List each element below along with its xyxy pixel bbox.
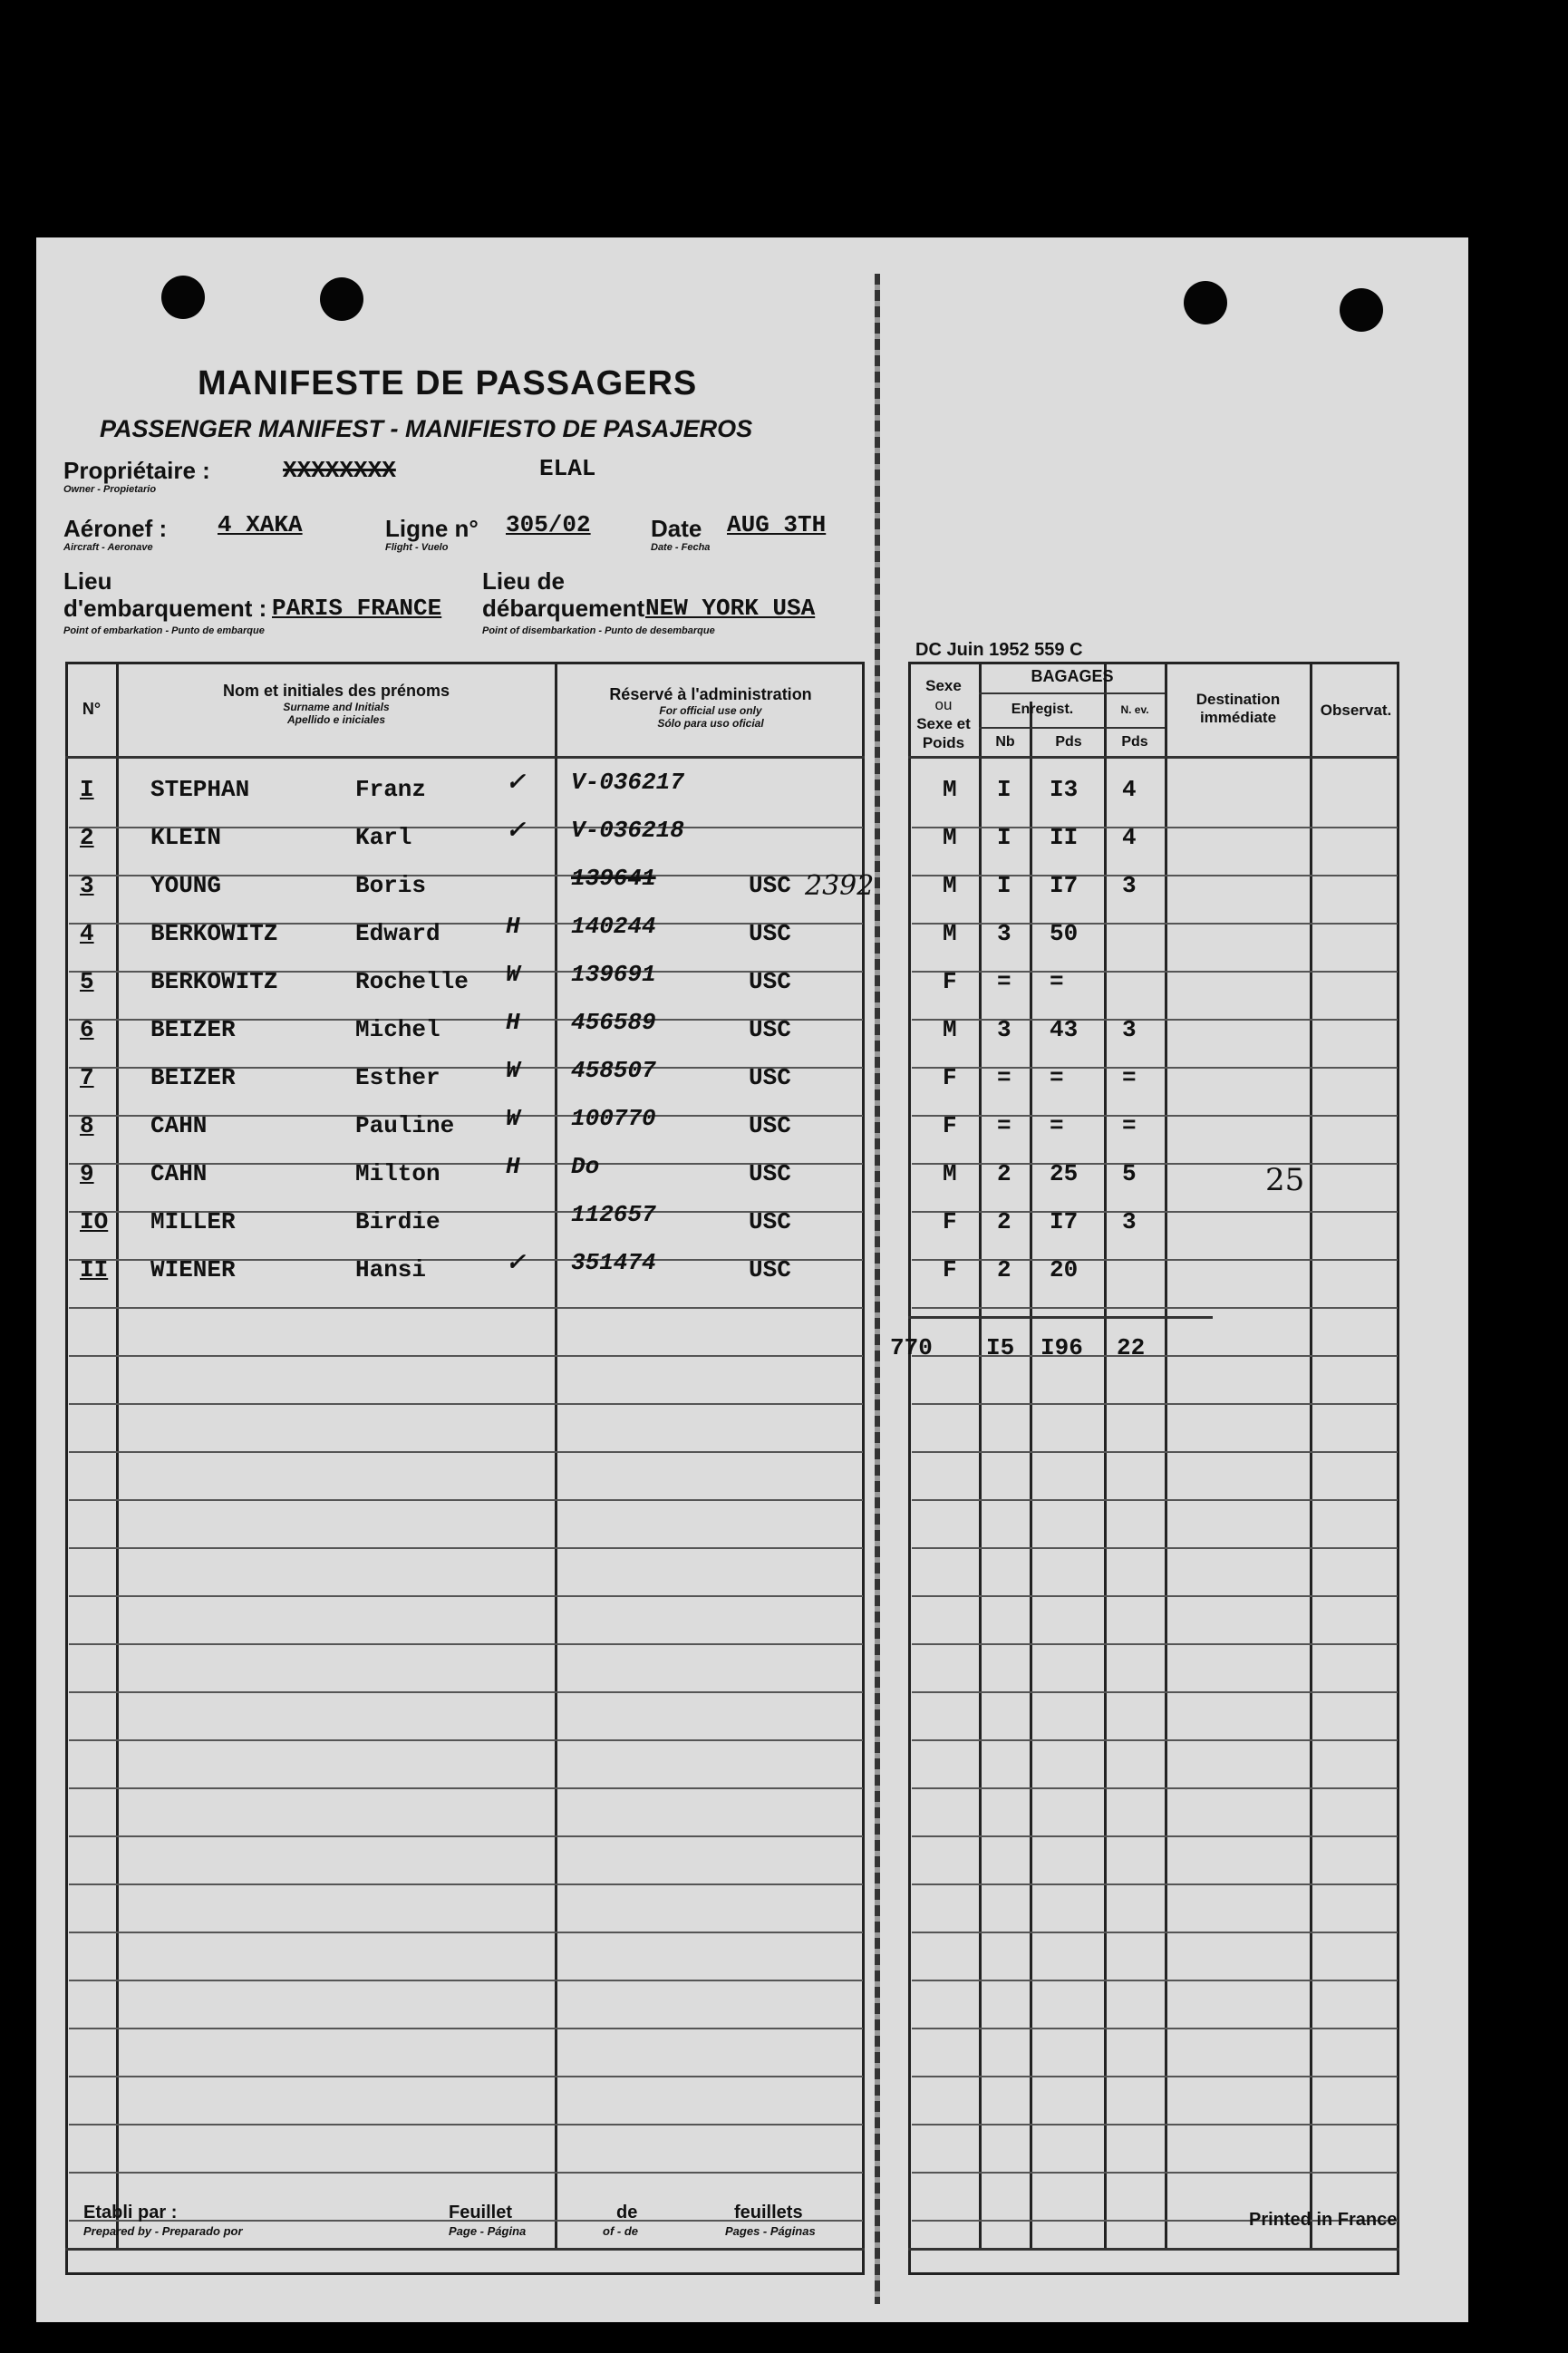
row-check-mark: H xyxy=(506,1153,520,1180)
row-check-mark: W xyxy=(506,961,520,988)
row-sex: F xyxy=(943,1064,957,1091)
row-rule xyxy=(69,2076,863,2077)
of-label: de xyxy=(616,2203,638,2222)
row-surname: BERKOWITZ xyxy=(150,920,278,947)
col-header-bagages: BAGAGES xyxy=(1031,667,1114,685)
row-surname: CAHN xyxy=(150,1160,208,1187)
row-usc: USC xyxy=(749,1016,791,1043)
row-bag-weight: II xyxy=(1050,824,1079,851)
row-sex: F xyxy=(943,1256,957,1283)
row-number: 6 xyxy=(80,1016,94,1043)
row-rule xyxy=(912,1643,1398,1645)
row-bag-count: 2 xyxy=(997,1256,1011,1283)
row-surname: STEPHAN xyxy=(150,776,250,803)
row-first-name: Franz xyxy=(355,776,427,803)
row-admin-number: 351474 xyxy=(571,1249,656,1276)
owner-value: ELAL xyxy=(539,455,596,482)
disembark-sublabel: Point of disembarkation - Punto de desembarque xyxy=(482,625,715,636)
row-nc-weight: 4 xyxy=(1122,776,1137,803)
row-bag-count: 2 xyxy=(997,1208,1011,1235)
page-subtitle: PASSENGER MANIFEST - MANIFIESTO DE PASAJEROS xyxy=(100,415,753,442)
row-admin-number: 139641 xyxy=(571,865,656,892)
row-bag-count: = xyxy=(997,1064,1011,1091)
row-rule xyxy=(69,1932,863,1933)
row-first-name: Rochelle xyxy=(355,968,469,995)
row-rule xyxy=(912,1691,1398,1693)
row-rule xyxy=(912,1259,1398,1261)
embark-sublabel: Point of embarkation - Punto de embarque xyxy=(63,625,265,636)
col-divider-sex xyxy=(979,662,982,2248)
row-rule xyxy=(912,1739,1398,1741)
owner-struck-value: XXXXXXXX xyxy=(283,457,396,484)
page-label: Feuillet xyxy=(449,2203,513,2222)
row-rule xyxy=(912,1451,1398,1453)
flight-sublabel: Flight - Vuelo xyxy=(385,542,449,553)
row-bag-count: I xyxy=(997,872,1011,899)
bagages-rule xyxy=(979,692,1165,694)
row-rule xyxy=(912,1499,1398,1501)
row-admin-number: 456589 xyxy=(571,1009,656,1036)
row-usc: USC xyxy=(749,872,791,899)
row-rule xyxy=(912,1355,1398,1357)
row-rule xyxy=(912,2172,1398,2174)
punch-hole-2 xyxy=(320,277,363,321)
row-bag-weight: 43 xyxy=(1050,1016,1079,1043)
row-surname: CAHN xyxy=(150,1112,208,1139)
row-rule xyxy=(912,971,1398,973)
row-surname: KLEIN xyxy=(150,824,222,851)
row-number: 5 xyxy=(80,968,94,995)
col-header-admin xyxy=(558,685,863,730)
row-first-name: Birdie xyxy=(355,1208,440,1235)
row-rule xyxy=(912,1403,1398,1405)
col-header-sex-2: ou xyxy=(934,696,953,713)
row-rule xyxy=(912,1883,1398,1885)
manifest-sheet xyxy=(36,237,1468,2322)
row-rule xyxy=(69,1787,863,1789)
row-first-name: Esther xyxy=(355,1064,440,1091)
col-header-pds2: Pds xyxy=(1121,734,1148,750)
row-admin-number: 112657 xyxy=(571,1201,656,1228)
row-rule xyxy=(69,1691,863,1693)
of-sublabel: of - de xyxy=(603,2224,638,2238)
embark-label-1: Lieu xyxy=(63,567,112,595)
row-admin-number: 140244 xyxy=(571,913,656,940)
row-sex: M xyxy=(943,920,957,947)
row-number: 3 xyxy=(80,872,94,899)
row-rule xyxy=(69,1403,863,1405)
row-rule xyxy=(912,2124,1398,2125)
row-first-name: Milton xyxy=(355,1160,440,1187)
row-usc: USC xyxy=(749,1112,791,1139)
col-header-nc: N. ev. xyxy=(1120,703,1149,716)
row-rule xyxy=(69,1980,863,1981)
disembark-value: NEW YORK USA xyxy=(645,595,816,622)
row-nc-weight: 4 xyxy=(1122,824,1137,851)
pages-label: feuillets xyxy=(734,2203,803,2222)
row-rule xyxy=(69,2028,863,2029)
total-nb: I5 xyxy=(986,1334,1015,1361)
row-rule xyxy=(69,1835,863,1837)
row-check-mark: H xyxy=(506,1009,520,1036)
row-rule xyxy=(69,1739,863,1741)
row-rule xyxy=(912,1067,1398,1069)
row-rule xyxy=(69,1883,863,1885)
row-first-name: Boris xyxy=(355,872,427,899)
row-admin-number: 100770 xyxy=(571,1105,656,1132)
date-sublabel: Date - Fecha xyxy=(651,542,711,553)
row-number: 7 xyxy=(80,1064,94,1091)
col-header-observ: Observat. xyxy=(1320,702,1392,719)
row-rule xyxy=(912,2028,1398,2029)
col-header-admin-label: Réservé à l'administration xyxy=(609,685,812,703)
row-sex: F xyxy=(943,1208,957,1235)
row-check-mark: ✓ xyxy=(506,770,526,797)
row-rule xyxy=(69,1643,863,1645)
col-header-sex-3: Sexe et xyxy=(916,715,971,732)
col-header-destination: Destination immédiate xyxy=(1195,691,1281,726)
row-bag-weight: = xyxy=(1050,1112,1064,1139)
disembark-label-2: débarquement xyxy=(482,595,645,622)
date-value: AUG 3TH xyxy=(727,511,827,538)
row-rule xyxy=(69,2172,863,2174)
row-nc-weight: 3 xyxy=(1122,1208,1137,1235)
row-first-name: Karl xyxy=(355,824,412,851)
row-nc-weight: 5 xyxy=(1122,1160,1137,1187)
row-rule xyxy=(912,1211,1398,1213)
row-sex: F xyxy=(943,1112,957,1139)
row-bag-count: 2 xyxy=(997,1160,1011,1187)
punch-hole-3 xyxy=(1184,281,1227,324)
row-rule xyxy=(69,1307,863,1309)
col-header-sex xyxy=(908,676,979,752)
row-number: 9 xyxy=(80,1160,94,1187)
col-divider-nb xyxy=(1030,702,1032,2248)
col-header-sex-1: Sexe xyxy=(925,677,962,694)
row-rule xyxy=(912,1835,1398,1837)
row-rule xyxy=(912,1115,1398,1117)
row-rule xyxy=(69,1355,863,1357)
row-surname: BEIZER xyxy=(150,1016,236,1043)
row-usc: USC xyxy=(749,968,791,995)
row-rule xyxy=(912,923,1398,925)
form-code: DC Juin 1952 559 C xyxy=(915,640,1083,660)
row-bag-weight: 20 xyxy=(1050,1256,1079,1283)
row-usc: USC xyxy=(749,1256,791,1283)
row-bag-weight: 50 xyxy=(1050,920,1079,947)
row-rule xyxy=(912,1932,1398,1933)
col-divider-nc xyxy=(1165,662,1167,2248)
row-check-mark: ✓ xyxy=(506,818,526,845)
row-admin-number: V-036217 xyxy=(571,769,684,796)
row-first-name: Edward xyxy=(355,920,440,947)
page-title: MANIFESTE DE PASSAGERS xyxy=(198,364,698,402)
row-rule xyxy=(912,1547,1398,1549)
col-header-name-label: Nom et initiales des prénoms xyxy=(222,682,450,700)
row-rule xyxy=(912,1787,1398,1789)
row-nc-weight: = xyxy=(1122,1064,1137,1091)
row-number: I xyxy=(80,776,94,803)
row-rule xyxy=(912,1595,1398,1597)
row-check-mark: W xyxy=(506,1105,520,1132)
row-number: 4 xyxy=(80,920,94,947)
row-surname: WIENER xyxy=(150,1256,236,1283)
col-header-enregist: Enregist. xyxy=(1011,702,1074,717)
row-first-name: Pauline xyxy=(355,1112,455,1139)
row-sex: M xyxy=(943,776,957,803)
punch-hole-4 xyxy=(1340,288,1383,332)
row-bag-count: = xyxy=(997,968,1011,995)
col-header-no: N° xyxy=(82,700,102,718)
col-divider-no xyxy=(116,662,119,2248)
row-rule xyxy=(912,875,1398,876)
col-header-name-sub-1: Surname and Initials xyxy=(283,701,390,713)
row-bag-weight: I7 xyxy=(1050,872,1079,899)
row-admin-number: 458507 xyxy=(571,1057,656,1084)
flight-value: 305/02 xyxy=(506,511,591,538)
row-usc: USC xyxy=(749,1064,791,1091)
embark-value: PARIS FRANCE xyxy=(272,595,442,622)
row-rule xyxy=(912,1307,1398,1309)
row-first-name: Hansi xyxy=(355,1256,427,1283)
row-number: 8 xyxy=(80,1112,94,1139)
row-number: IO xyxy=(80,1208,109,1235)
aircraft-value: 4 XAKA xyxy=(218,511,303,538)
row-surname: BERKOWITZ xyxy=(150,968,278,995)
flight-label: Ligne n° xyxy=(385,515,479,542)
printed-in: Printed in France xyxy=(1249,2210,1398,2230)
row-surname: MILLER xyxy=(150,1208,236,1235)
row-first-name: Michel xyxy=(355,1016,440,1043)
col-header-name-sub-2: Apellido e iniciales xyxy=(286,713,386,726)
row-bag-weight: = xyxy=(1050,968,1064,995)
date-label: Date xyxy=(651,515,702,542)
col-header-admin-sub-2: Sólo para uso oficial xyxy=(657,717,764,730)
row-bag-weight: = xyxy=(1050,1064,1064,1091)
embark-label-2: d'embarquement : xyxy=(63,595,267,622)
destination-note: 25 xyxy=(1265,1162,1305,1198)
row-rule xyxy=(69,1547,863,1549)
row-admin-number: V-036218 xyxy=(571,817,684,844)
table-right-frame xyxy=(908,662,1399,2275)
col-divider-name xyxy=(555,662,557,2248)
row-admin-number: Do xyxy=(571,1153,600,1180)
row-bag-count: 3 xyxy=(997,920,1011,947)
row-rule xyxy=(69,1499,863,1501)
row-number: II xyxy=(80,1256,109,1283)
row-nc-weight: = xyxy=(1122,1112,1137,1139)
total-nc: 22 xyxy=(1117,1334,1146,1361)
row-nc-weight: 3 xyxy=(1122,1016,1137,1043)
row-bag-count: I xyxy=(997,824,1011,851)
col-divider-pds xyxy=(1104,662,1107,2248)
col-header-name xyxy=(120,682,553,726)
header-rule-right xyxy=(908,756,1399,759)
row-bag-count: I xyxy=(997,776,1011,803)
row-surname: YOUNG xyxy=(150,872,222,899)
row-rule xyxy=(912,827,1398,828)
prepared-label: Etabli par : xyxy=(83,2203,178,2222)
row-admin-number: 139691 xyxy=(571,961,656,988)
aircraft-sublabel: Aircraft - Aeronave xyxy=(63,542,153,553)
row-sex: M xyxy=(943,1016,957,1043)
punch-hole-1 xyxy=(161,276,205,319)
col-header-pds: Pds xyxy=(1055,734,1082,750)
disembark-label-1: Lieu de xyxy=(482,567,566,595)
owner-sublabel: Owner - Propietario xyxy=(63,484,157,495)
totals-rule xyxy=(908,1316,1213,1319)
table-left-frame xyxy=(65,662,865,2275)
aircraft-label: Aéronef : xyxy=(63,515,168,542)
footer-rule-right xyxy=(908,2248,1399,2251)
row-sex: F xyxy=(943,968,957,995)
row-number: 2 xyxy=(80,824,94,851)
row-bag-count: = xyxy=(997,1112,1011,1139)
row-check-mark: ✓ xyxy=(506,1250,526,1277)
total-sex: 770 xyxy=(890,1334,933,1361)
row-rule xyxy=(69,1451,863,1453)
col-divider-dest xyxy=(1310,662,1312,2248)
total-pds: I96 xyxy=(1040,1334,1083,1361)
row-rule xyxy=(912,2076,1398,2077)
row-sex: M xyxy=(943,824,957,851)
row-rule xyxy=(912,1980,1398,1981)
row-usc: USC xyxy=(749,1208,791,1235)
row-sex: M xyxy=(943,872,957,899)
col-header-nb: Nb xyxy=(995,734,1015,750)
row-rule xyxy=(69,2124,863,2125)
col-header-sex-4: Poids xyxy=(922,734,965,751)
row-check-mark: W xyxy=(506,1057,520,1084)
row-sex: M xyxy=(943,1160,957,1187)
row-bag-weight: I3 xyxy=(1050,776,1079,803)
row-surname: BEIZER xyxy=(150,1064,236,1091)
row-bag-count: 3 xyxy=(997,1016,1011,1043)
prepared-sublabel: Prepared by - Preparado por xyxy=(83,2224,243,2238)
row-rule xyxy=(69,1595,863,1597)
row-bag-weight: 25 xyxy=(1050,1160,1079,1187)
row-bag-weight: I7 xyxy=(1050,1208,1079,1235)
row-usc: USC xyxy=(749,920,791,947)
header-rule-left xyxy=(65,756,865,759)
row-usc: USC xyxy=(749,1160,791,1187)
row-check-mark: H xyxy=(506,913,520,940)
enregist-rule xyxy=(979,727,1165,729)
row-nc-weight: 3 xyxy=(1122,872,1137,899)
owner-label: Propriétaire : xyxy=(63,457,210,484)
page-sublabel: Page - Página xyxy=(449,2224,527,2238)
row-rule xyxy=(912,1019,1398,1021)
binding-line xyxy=(875,274,880,2304)
margin-note: 2392 xyxy=(805,870,875,902)
footer-rule-left xyxy=(65,2248,865,2251)
row-rule xyxy=(912,1163,1398,1165)
pages-sublabel: Pages - Páginas xyxy=(725,2224,816,2238)
col-header-admin-sub-1: For official use only xyxy=(659,704,762,717)
